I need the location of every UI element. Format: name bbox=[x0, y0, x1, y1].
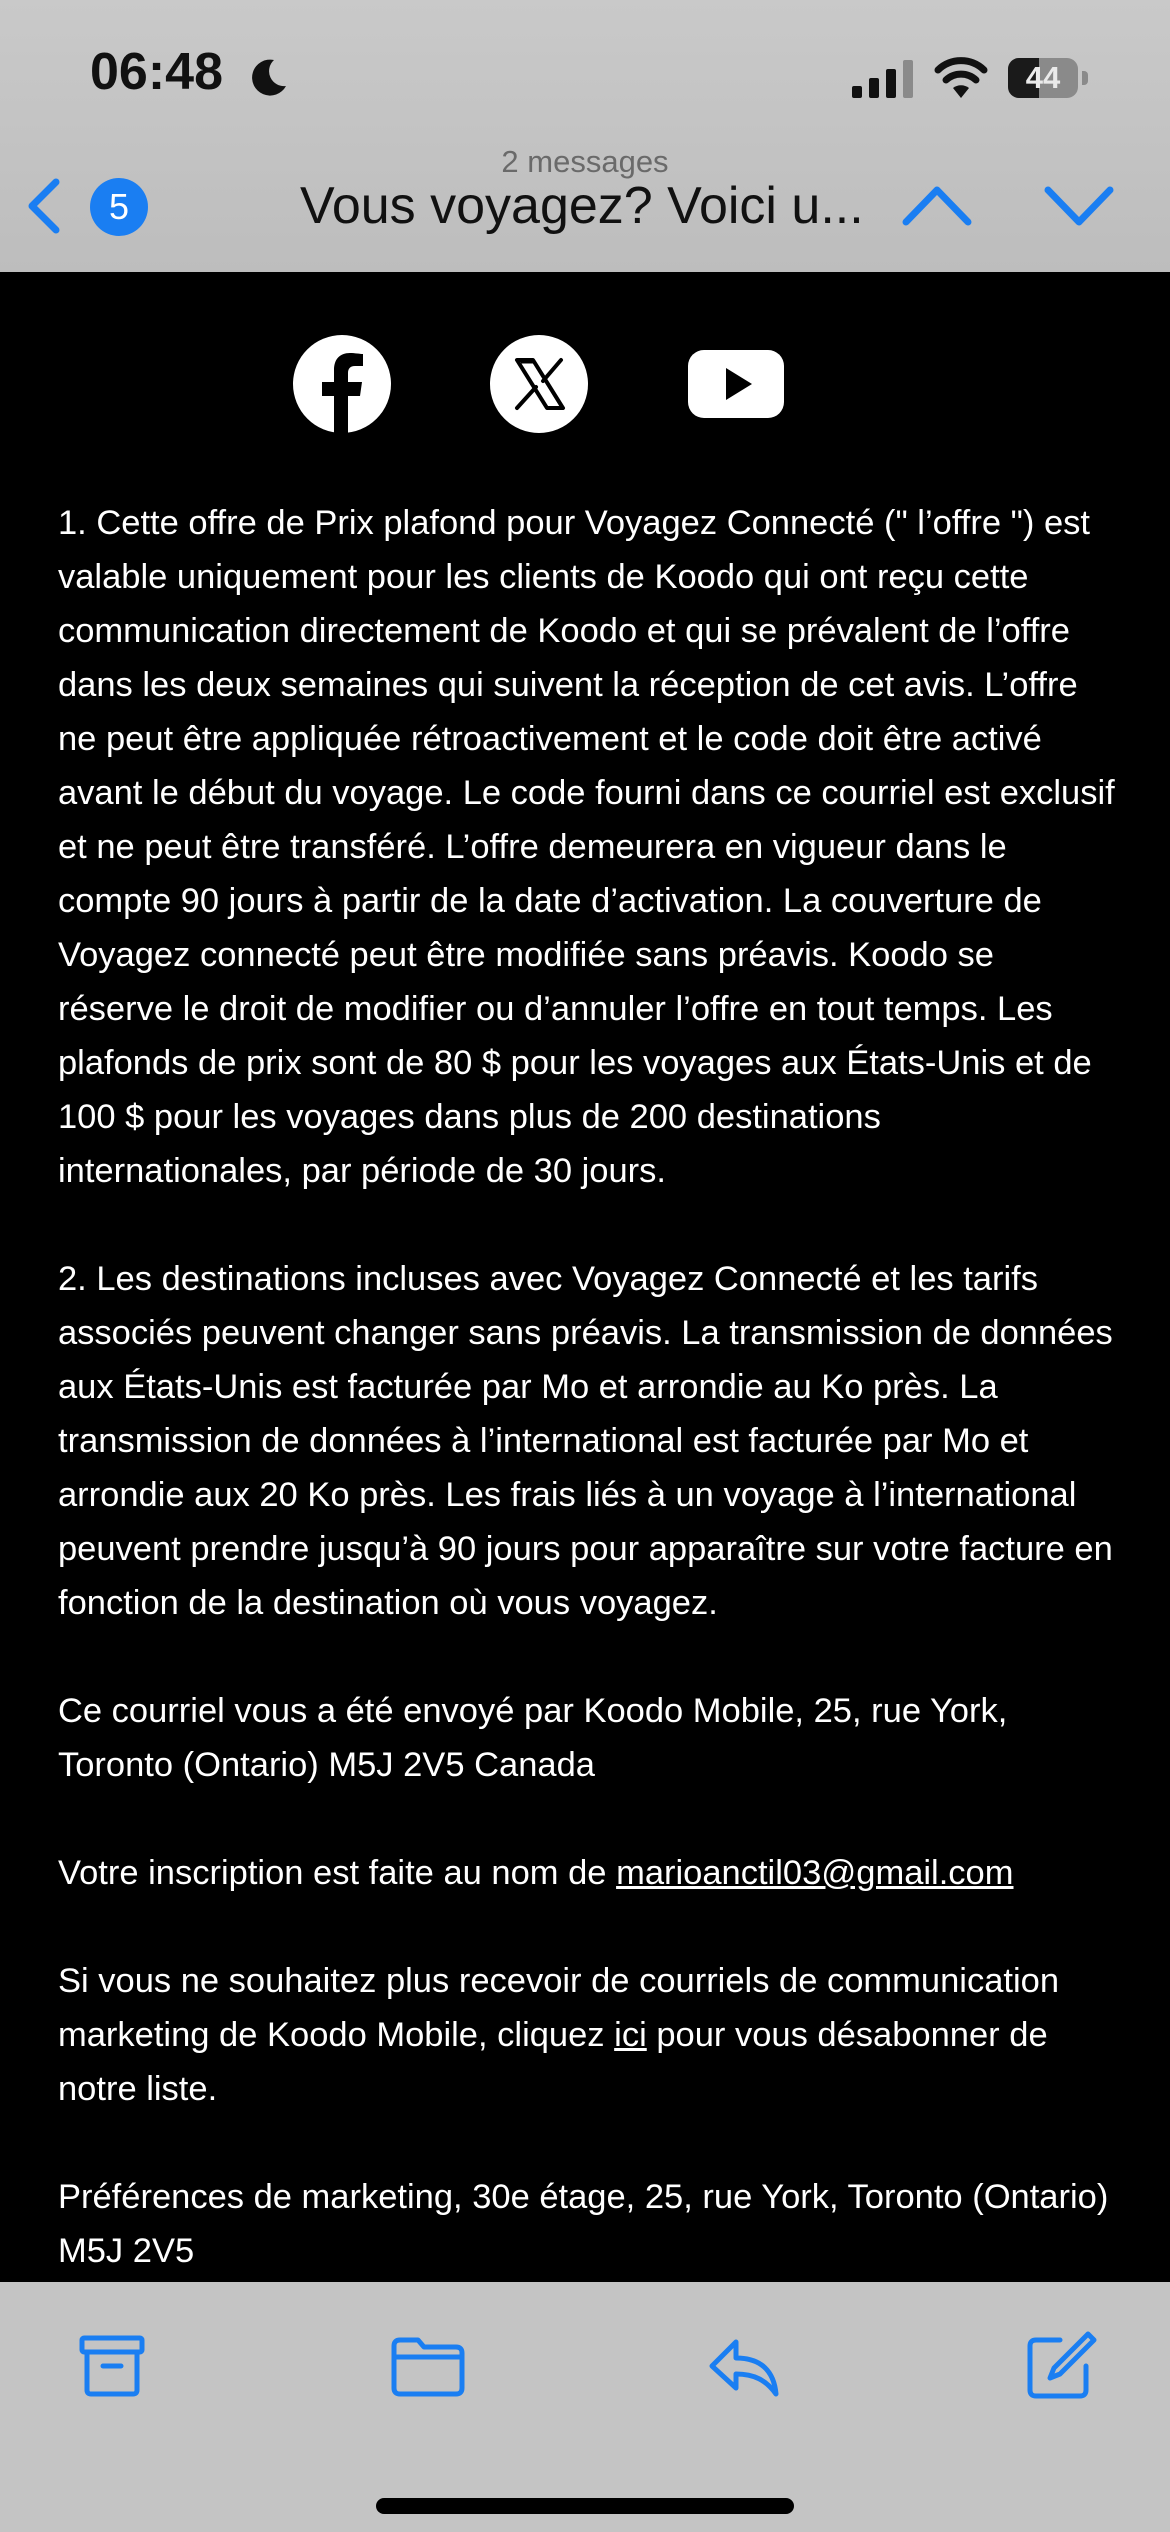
bottom-toolbar bbox=[0, 2282, 1170, 2532]
wifi-icon bbox=[934, 56, 988, 98]
mailbox-count-badge[interactable]: 5 bbox=[90, 178, 148, 236]
email-body bbox=[58, 496, 1118, 2332]
disclaimer-1: 1. Cette offre de Prix plafond pour Voyagez Connecté (" l’offre ") est valable uniquement pour les clients de Koodo qui ont reçu cette communication directement de Koodo et qui se prévalent de l’offre dans les deux semaines qui suivent la réception de cet avis. L’offre ne peut être appliquée rétroactivement et le code doit être activé avant le début du voyage. Le code fourni dans ce courriel est exclusif et ne peut être transféré. L’offre demeurera en vigueur dans le compte 90 jours à partir de la date d’activation. La couverture de Voyagez connecté peut être modifiée sans préavis. Koodo se réserve le droit de modifier ou d’annuler l’offre en tout temps. Les plafonds de prix sont de 80 $ pour les voyages aux États-Unis et de 100 $ pour les voyages dans plus de 200 destinations internationales, par période de 30 jours. bbox=[58, 504, 1115, 1190]
disclaimer-2: 2. Les destinations incluses avec Voyagez Connecté et les tarifs associés peuvent changer sans préavis. La transmission de données aux États-Unis est facturée par Mo et arrondie au Ko près. La transmission de données à l’international est facturée par Mo et arrondie aux 20 Ko près. Les frais liés à un voyage à l’international peuvent prendre jusqu’à 90 jours pour apparaître sur votre facture en fonction de la destination où vous voyagez. bbox=[58, 1260, 1113, 1622]
next-message-button[interactable] bbox=[1044, 184, 1114, 230]
unsubscribe-notice: Si vous ne souhaitez plus recevoir de courriels de communication marketing de Koodo Mobile, cliquez ici pour vous désabonner de notre liste. bbox=[58, 1962, 1060, 2108]
marketing-preferences-address: Préférences de marketing, 30e étage, 25, rue York, Toronto (Ontario) M5J 2V5 bbox=[58, 2178, 1109, 2270]
facebook-icon[interactable] bbox=[292, 334, 392, 434]
moon-icon bbox=[246, 56, 290, 100]
battery-text: 44 bbox=[1025, 60, 1061, 95]
thread-count: 2 messages bbox=[501, 144, 669, 179]
x-icon[interactable] bbox=[489, 334, 589, 434]
folder-icon[interactable] bbox=[390, 2328, 466, 2404]
email-subject: Vous voyagez? Voici u... bbox=[300, 177, 864, 235]
youtube-icon[interactable] bbox=[686, 334, 786, 434]
back-button[interactable] bbox=[22, 176, 66, 236]
battery-indicator bbox=[1008, 58, 1088, 98]
status-time: 06:48 bbox=[90, 43, 223, 101]
unsubscribe-link[interactable]: ici bbox=[614, 2016, 647, 2054]
subscriber-email-link[interactable]: marioanctil03@gmail.com bbox=[616, 1854, 1014, 1892]
sender-address: Ce courriel vous a été envoyé par Koodo Mobile, 25, rue York, Toronto (Ontario) M5J 2V5 Canada bbox=[58, 1692, 1008, 1784]
compose-icon[interactable] bbox=[1022, 2328, 1098, 2404]
reply-icon[interactable] bbox=[706, 2328, 782, 2404]
previous-message-button[interactable] bbox=[902, 182, 972, 228]
home-indicator[interactable] bbox=[376, 2498, 794, 2514]
subscription-notice: Votre inscription est faite au nom de marioanctil03@gmail.com bbox=[58, 1854, 1014, 1892]
signal-icon bbox=[852, 60, 914, 98]
archive-icon[interactable] bbox=[74, 2328, 150, 2404]
header bbox=[0, 0, 1170, 272]
